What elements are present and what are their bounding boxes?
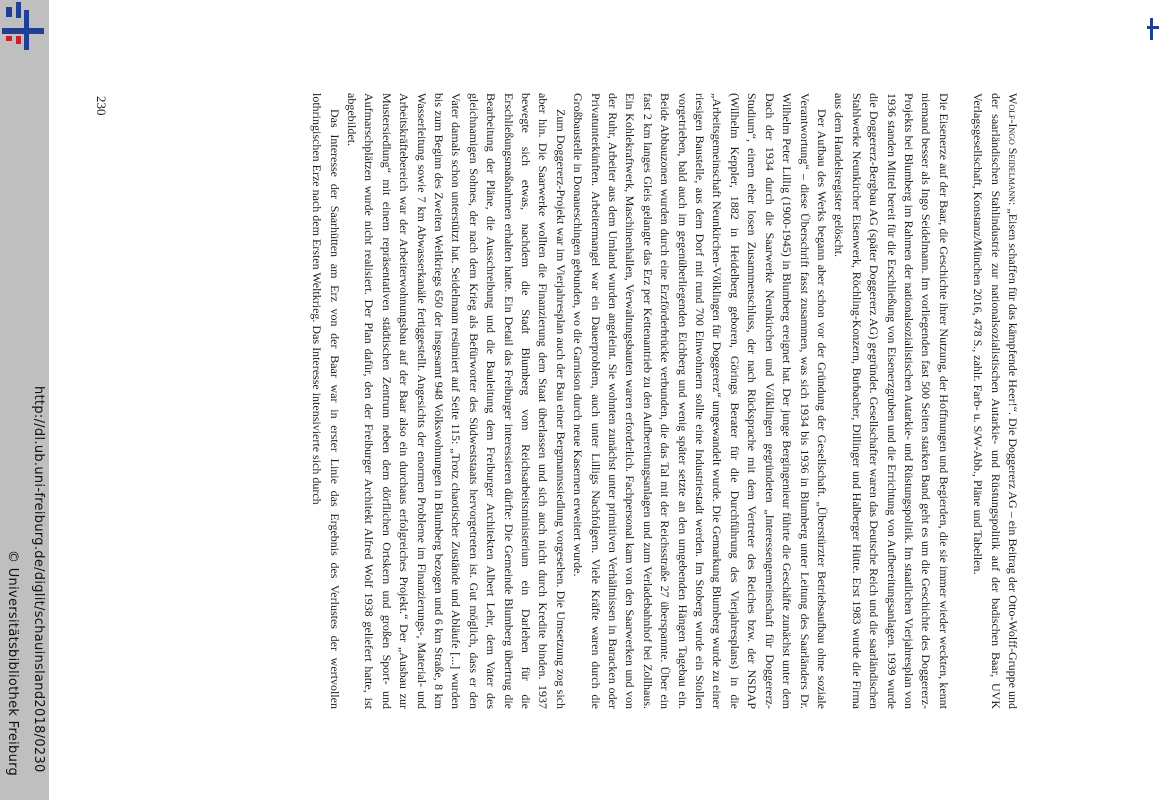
viewer-sidebar [0,0,49,800]
document-url[interactable]: http://dl.ub.uni-freiburg.de/diglit/schauinsland2018/0230 [31,386,46,773]
corner-marker-icon [1147,18,1159,40]
paragraph: Das Interesse der Saarhütten am Erz von der Baar war in erster Linie das Ergebnis des Verlustes der wertvollen lothringischen Erze nach dem Ersten Weltkrieg. Das Interesse intensivierte sich durch [310,93,342,709]
paragraph: Die Eisenerze auf der Baar, die Geschichte ihrer Nutzung, der Hoffnungen und Begierden, die sie immer wieder weckten, kennt niemand besser als Ingo Seidelmann. Im vorliegenden fast 500 Seiten starken Band geht es um die Geschichte des Doggererz-Projekts bei Blumberg im Rahmen der nationalsozialistischen Autarkie- und Rüstungspolitik. Im staatlichen Vierjahresplan von 1936 standen Mittel bereit für die Erschließung von Eisenerzgruben und die Errichtung von Aufbereitungsanlagen. 1939 wurde die Doggererz-Bergbau AG (später Doggererz AG) gegründet. Gesellschafter waren das Deutsche Reich und die saarländischen Stahlwerke Neunkircher Eisenwerk, Röchling-Konzern, Burbacher, Dillinger und Halberger Hütte. Erst 1983 wurde die Firma aus dem Handelsregister gelöscht. [832,93,951,709]
paragraph: Zum Doggererz-Projekt war im Vierjahresplan auch der Bau einer Bergmannssiedlung vorgesehen. Die Umsetzung zog sich aber hin. Die Saarwerke wollten die Finanzierung dem Staat überlassen und sich auch nicht durch Kredite binden. 1937 bewegte sich etwas, nachdem die Stadt Blumberg vom Reichsarbeitsministerium ein Darlehen für die Erschließungsmaßnahmen erhalten hatte. Ein Detail das Freiburger interessieren dürfte: Die Gemeinde Blumberg übertrug die Bearbeitung der Pläne, die Ausschreibung und die Bauleitung dem Freiburger Architekten Albert Lehr, dem Vater des gleichnamigen Sohnes, der nach dem Krieg als Befürworter des Südweststaats hervorgetreten ist. Gut möglich, dass er den Vater damals schon unterstützt hat. Seidelmann resümiert auf Seite 115: „Trotz chaotischer Zustände und Abläufe [...] wurden bis zum Beginn des Zweiten Weltkriegs 650 der insgesamt 948 Volkswohnungen in Blumberg bezogen und 6 km Straße, 8 km Wasserleitung sowie 7 km Abwasserkanäle fertiggestellt. Angesichts der enormen Probleme im Finanzierungs-, Material- und Arbeitskräftebereich war der Arbeiterwohnungsbau auf der Baar also ein durchaus erfolgreiches Projekt.“ Der „Ausbau zur Mustersiedlung“ mit einem repräsentativen städtischen Zentrum neben dem dörflichen Ortskern und großen Sport- und Aufmarschplätzen wurde nicht realisiert. Der Plan dafür, den der Freiburger Architekt Alfred Wolf 1938 geliefert hatte, ist abgebildet. [344,93,568,709]
paragraph-gap [952,93,969,709]
page-body [308,93,1021,709]
university-logo-icon [2,2,44,50]
reference-text: : „Eisen schaffen für das kämpfende Heer!“. Die Doggererz AG – ein Beitrag der Otto-Wolff-Gruppe und der saarländischen Stahlindustrie zur nationalsozialistischen Autarkie- und Rüstungspolitik auf der badischen Baar, UVK Verlagsgesellschaft, Konstanz/München 2016, 478 S., zahlr. Farb- u. S/W-Abb., Pläne und Tabellen. [971,93,1020,710]
reviewed-author: Wolf-Ingo Seidelmann [1006,93,1020,203]
review-reference [969,93,1021,709]
page-number: 230 [94,96,109,116]
paragraph: Der Aufbau des Werks begann aber schon vor der Gründung der Gesellschaft. „Überstürzter Betriebsaufbau ohne soziale Verantwortung“ – diese Überschrift fasst zusammen, was sich 1934 bis 1936 in Blumberg unter Leitung des Saarländers Dr. Wilhelm Peter Lillig (1900-1945) in Blumberg ereignet hat. Der junge Bergingenieur führte die Geschäfte zunächst unter dem Dach der 1934 durch die Saarwerke Neunkirchen und Völklingen gegründeten „Interessengemeinschaft für Doggererz-Studium“, einem eher losen Zusammenschluss, der nach Rücksprache mit dem Vertreter des Reiches bzw. der NSDAP (Wilhelm Keppler, 1882 in Heidelberg geboren, Görings Berater für die Durchführung des Vierjahresplans) in die „Arbeitsgemeinschaft Neunkirchen-Völklingen für Doggererz“ umgewandelt wurde. Die Gemarkung Blumberg wurde zu einer riesigen Baustelle, aus dem Dorf mit rund 700 Einwohnern sollte eine Industriestadt werden. Im Stoberg wurde ein Stollen vorgetrieben, bald auch im gegenüberliegenden Eichberg und wenig später setzte an den umgebenden Hängen Tagebau ein. Beide Abbauzonen wurden durch eine Erzförderbrücke verbunden, die das Tal mit der Reichsstraße 27 überspannte. Über ein fast 2 km langes Gleis gelangte das Erz per Kettenantrieb zu den Aufbereitungsanlagen und zum Verladebahnhof bei Zollhaus. Ein Kohlekraftwerk, Maschinenhallen, Verwaltungsbauten waren erforderlich. Fachpersonal kam von den Saarwerken und von der Ruhr, Arbeiter aus dem Umland wurden angeleint. Sie wohnten zunächst unter primitiven Verhältnissen in Baracken oder Privatunterkünften. Arbeitermangel war ein Dauerproblem, auch unter Lilligs Nachfolgern. Viele Kräfte waren durch die Großbaustelle in Donaueschingen gebunden, wo die Garnison durch neue Kasernen erweitert wurde. [571,93,829,709]
copyright-notice: © Universitätsbibliothek Freiburg [5,550,20,777]
